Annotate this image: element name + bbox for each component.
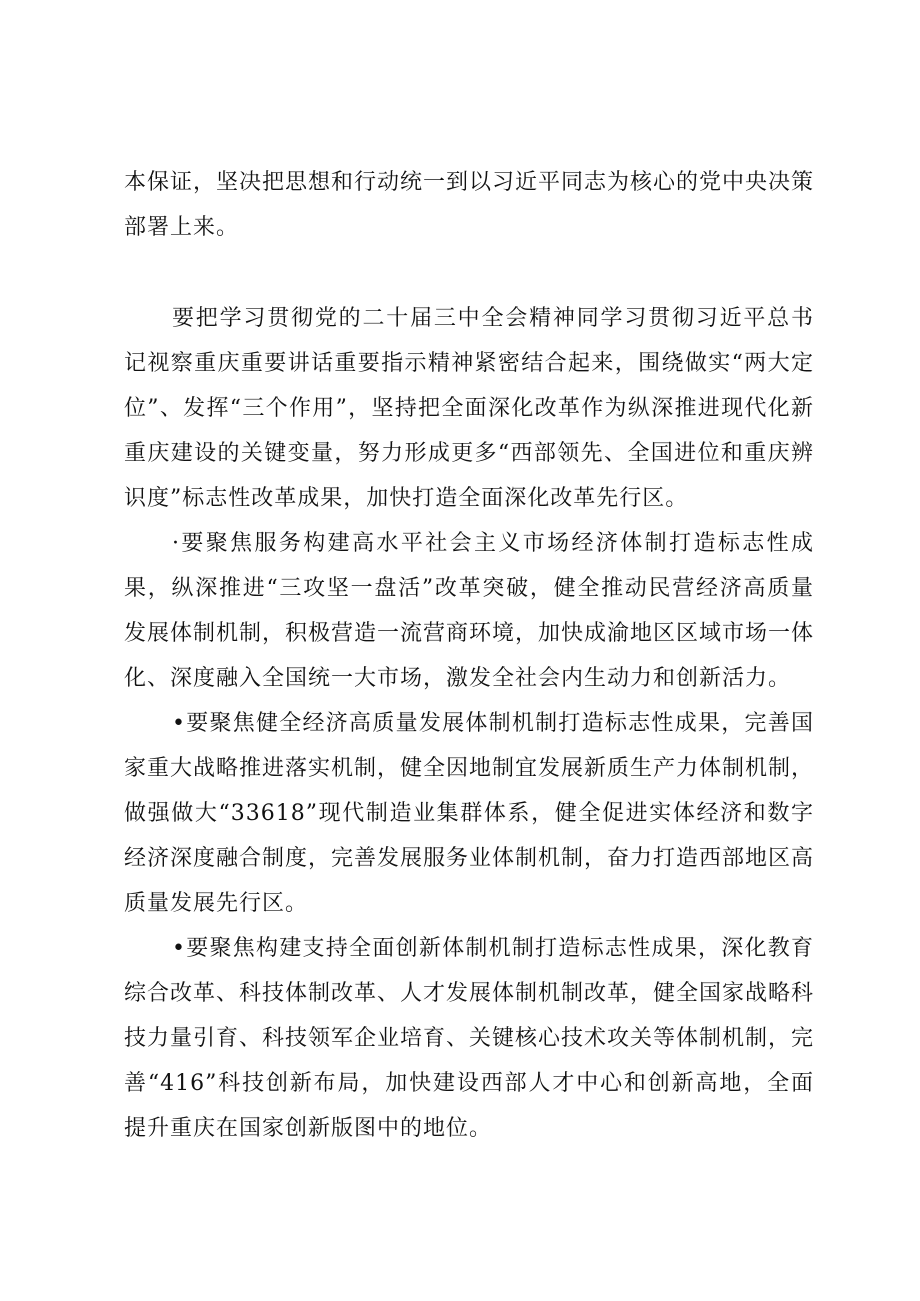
- paragraph-high-quality-development: •要聚焦健全经济高质量发展体制机制打造标志性成果，完善国家重大战略推进落实机制，健全因地制宜发展新质生产力体制机制，做强做大“33618”现代制造业集群体系，健全促进实体经济和数字经济深度融合制度，完善发展服务业体制机制，奋力打造西部地区高质量发展先行区。: [124, 711, 815, 916]
- paragraph-continuation: 本保证，坚决把思想和行动统一到以习近平同志为核心的党中央决策部署上来。: [124, 170, 815, 240]
- paragraph-market-economy: ·要聚焦服务构建高水平社会主义市场经济体制打造标志性成果，纵深推进“三攻坚一盘活”改革突破，健全推动民营经济高质量发展体制机制，积极营造一流营商环境，加快成渝地区区域市场一体化、深度融入全国统一大市场，激发全社会内生动力和创新活力。: [124, 531, 815, 691]
- paragraph-reform-pilot-zone: 要把学习贯彻党的二十届三中全会精神同学习贯彻习近平总书记视察重庆重要讲话重要指示精神紧密结合起来，围绕做实“两大定位”、发挥“三个作用”，坚持把全面深化改革作为纵深推进现代化新重庆建设的关键变量，努力形成更多“西部领先、全国进位和重庆辨识度”标志性改革成果，加快打造全面深化改革先行区。: [124, 306, 814, 511]
- paragraph-innovation: •要聚焦构建支持全面创新体制机制打造标志性成果，深化教育综合改革、科技体制改革、人才发展体制机制改革，健全国家战略科技力量引育、科技领军企业培育、关键核心技术攻关等体制机制，完善“416”科技创新布局，加快建设西部人才中心和创新高地，全面提升重庆在国家创新版图中的地位。: [124, 936, 815, 1141]
